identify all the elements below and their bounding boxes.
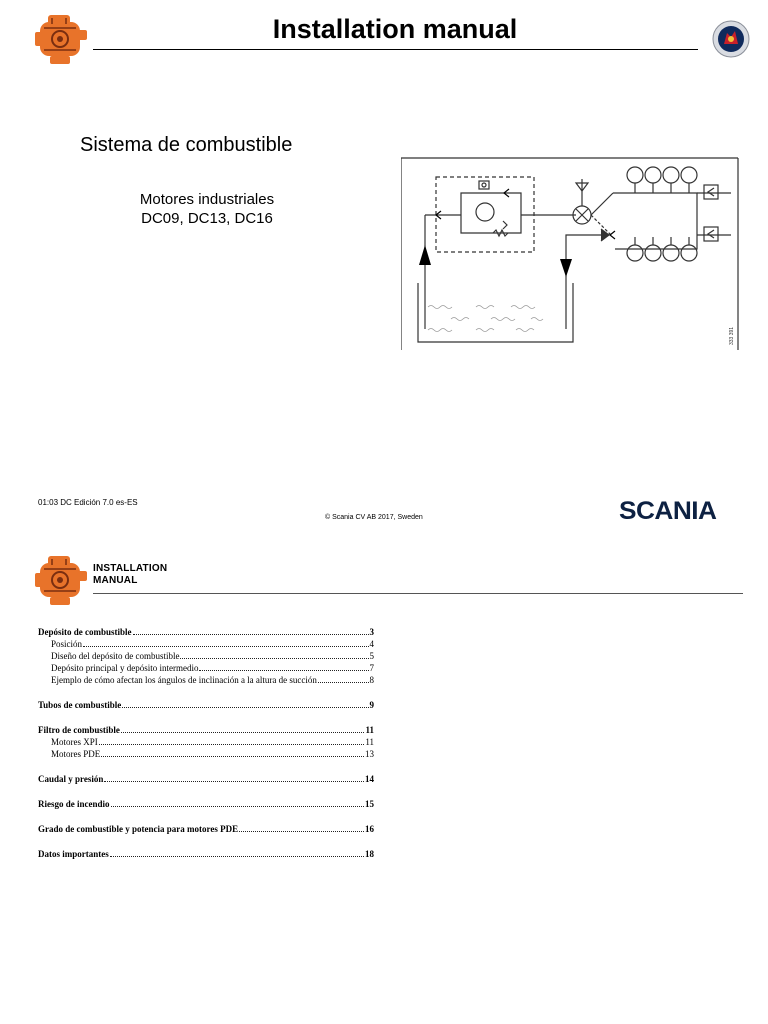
table-of-contents — [38, 626, 374, 860]
toc-entry-label: Diseño del depósito de combustible — [51, 651, 180, 661]
toc-entry-page: 8 — [369, 675, 374, 685]
toc-entry[interactable] — [38, 773, 374, 785]
subtitle-line-2: DC09, DC13, DC16 — [141, 210, 273, 227]
toc-entry-page: 3 — [369, 627, 374, 637]
toc-leader-dots — [121, 731, 365, 733]
toc-leader-dots — [318, 681, 369, 683]
engine-logo-icon — [34, 553, 88, 612]
copyright: © Scania CV AB 2017, Sweden — [325, 514, 423, 521]
scania-griffin-emblem-icon — [712, 20, 750, 63]
toc-entry-label: Riesgo de incendio — [38, 799, 110, 809]
toc-entry-label: Ejemplo de cómo afectan los ángulos de inclinación a la altura de succión — [51, 675, 317, 685]
toc-entry[interactable] — [38, 848, 374, 860]
toc-entry-page: 16 — [365, 824, 374, 834]
toc-entry-label: Depósito principal y depósito intermedio — [51, 663, 199, 673]
toc-leader-dots — [180, 657, 368, 659]
toc-leader-dots — [111, 805, 364, 807]
toc-entry-label: Motores XPI — [51, 737, 98, 747]
toc-entry-page: 9 — [369, 700, 374, 710]
toc-entry-page: 11 — [365, 725, 374, 735]
toc-entry-label: Tubos de combustible — [38, 700, 122, 710]
toc-entry-page: 11 — [365, 737, 374, 747]
toc-entry-label: Filtro de combustible — [38, 725, 120, 735]
toc-entry[interactable] — [38, 823, 374, 835]
toc-leader-dots — [239, 830, 364, 832]
toc-leader-dots — [104, 780, 364, 782]
scania-wordmark: SCANIA — [619, 497, 717, 525]
toc-spacer — [38, 760, 374, 773]
document-title: Sistema de combustible — [80, 134, 293, 156]
toc-leader-dots — [122, 706, 368, 708]
toc-entry-label: Posición — [51, 639, 83, 649]
toc-subentry[interactable] — [38, 650, 374, 662]
toc-leader-dots — [199, 669, 368, 671]
toc-entry-page: 7 — [369, 663, 374, 673]
toc-entry-page: 18 — [365, 849, 374, 859]
toc-entry-label: Datos importantes — [38, 849, 109, 859]
toc-spacer — [38, 835, 374, 848]
toc-entry-page: 5 — [369, 651, 374, 661]
toc-entry-label: Depósito de combustible — [38, 627, 132, 637]
toc-entry-page: 15 — [365, 799, 374, 809]
toc-spacer — [38, 686, 374, 699]
toc-spacer — [38, 785, 374, 798]
toc-entry[interactable] — [38, 626, 374, 638]
header-rule — [93, 49, 698, 50]
toc-entry-label: Caudal y presión — [38, 774, 104, 784]
toc-entry-page: 4 — [369, 639, 374, 649]
toc-leader-dots — [101, 755, 364, 757]
toc-entry[interactable] — [38, 798, 374, 810]
section-header-line-2: MANUAL — [93, 575, 138, 586]
toc-spacer — [38, 711, 374, 724]
toc-entry-page: 14 — [365, 774, 374, 784]
toc-spacer — [38, 810, 374, 823]
toc-entry[interactable] — [38, 699, 374, 711]
toc-leader-dots — [110, 855, 364, 857]
toc-subentry[interactable] — [38, 674, 374, 686]
toc-leader-dots — [133, 633, 369, 635]
toc-subentry[interactable] — [38, 736, 374, 748]
section-header — [93, 563, 167, 587]
section-rule — [93, 593, 743, 594]
fuel-system-diagram — [401, 157, 739, 356]
toc-entry-page: 13 — [365, 749, 374, 759]
toc-leader-dots — [99, 743, 365, 745]
document-subtitle — [80, 190, 334, 228]
toc-subentry[interactable] — [38, 638, 374, 650]
toc-subentry[interactable] — [38, 748, 374, 760]
subtitle-line-1: Motores industriales — [139, 191, 275, 208]
toc-entry-label: Grado de combustible y potencia para motores PDE — [38, 824, 239, 834]
figure-id: 333 391 — [729, 326, 735, 345]
toc-entry[interactable] — [38, 724, 374, 736]
toc-leader-dots — [83, 645, 368, 647]
toc-entry-label: Motores PDE — [51, 749, 101, 759]
toc-subentry[interactable] — [38, 662, 374, 674]
section-header-line-1: INSTALLATION — [93, 563, 168, 574]
edition-info: 01:03 DC Edición 7.0 es-ES — [38, 498, 138, 507]
page-title: Installation manual — [272, 14, 518, 44]
